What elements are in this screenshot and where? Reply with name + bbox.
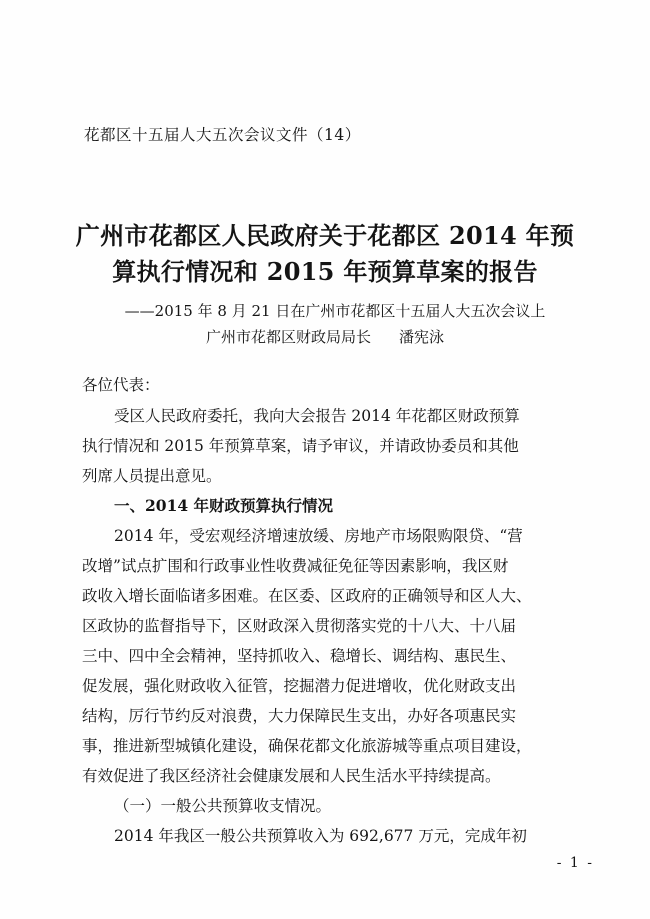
section-1-line-8: 事，推进新型城镇化建设，确保花都文化旅游城等重点项目建设， (82, 737, 532, 755)
reporter-title: 广州市花都区财政局局长 (205, 328, 371, 346)
report-title-line-2: 算执行情况和 2015 年预算草案的报告 (112, 257, 538, 286)
meeting-subtitle: ——2015 年 8 月 21 日在广州市花都区十五届人大五次会议上 (124, 302, 546, 320)
section-1-line-9: 有效促进了我区经济社会健康发展和人民生活水平持续提高。 (82, 767, 501, 785)
section-1-line-7: 结构，厉行节约反对浪费，大力保障民生支出，办好各项惠民实 (82, 707, 517, 725)
intro-line-2: 执行情况和 2015 年预算草案，请予审议，并请政协委员和其他 (82, 437, 519, 455)
report-title-line-1: 广州市花都区人民政府关于花都区 2014 年预 (75, 221, 575, 250)
section-1-line-4: 区政协的监督指导下，区财政深入贯彻落实党的十八大、十八届 (82, 617, 517, 635)
section-1-line-3: 政收入增长面临诸多困难。在区委、区政府的正确领导和区人大、 (82, 587, 532, 605)
section-1-heading: 一、2014 年财政预算执行情况 (114, 496, 334, 515)
subsection-1-line-1: 2014 年我区一般公共预算收入为 692,677 万元，完成年初 (114, 827, 527, 845)
document-label: 花都区十五届人大五次会议文件（14） (84, 126, 361, 144)
section-1-line-1: 2014 年，受宏观经济增速放缓、房地产市场限购限贷、“营 (114, 527, 523, 545)
section-1-line-6: 促发展，强化财政收入征管，挖掘潜力促进增收，优化财政支出 (82, 677, 517, 695)
page-number: - 1 - (556, 855, 594, 871)
section-1-line-5: 三中、四中全会精神，坚持抓收入、稳增长、调结构、惠民生、 (82, 647, 517, 665)
reporter-line (0, 324, 650, 350)
reporter-name: 潘宪泳 (399, 328, 445, 346)
intro-line-1: 受区人民政府委托，我向大会报告 2014 年花都区财政预算 (114, 407, 520, 425)
salutation: 各位代表： (82, 376, 160, 394)
subsection-1-heading: （一）一般公共预算收支情况。 (114, 797, 332, 815)
section-1-line-2: 改增”试点扩围和行政事业性收费减征免征等因素影响，我区财 (82, 557, 509, 575)
intro-line-3: 列席人员提出意见。 (82, 467, 222, 485)
